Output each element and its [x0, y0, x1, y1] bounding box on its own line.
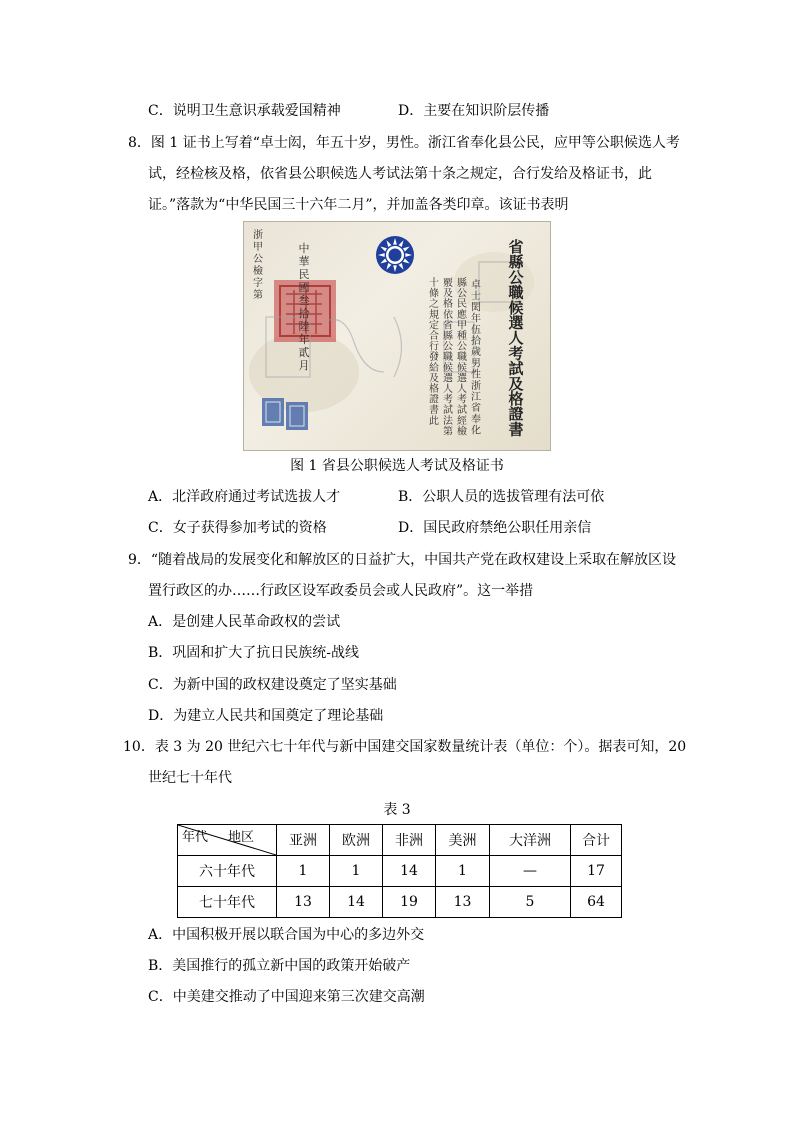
col-header: 大洋洲: [490, 825, 571, 856]
certificate-body-char: 規: [429, 309, 439, 321]
certificate-number-char: 公: [253, 254, 263, 265]
certificate-body-char: 民: [457, 299, 467, 311]
certificate-body-char: 檢: [457, 426, 467, 438]
certificate-body-char: 經: [457, 415, 467, 427]
table-cell: 13: [436, 887, 490, 918]
certificate-date-char: 中: [298, 242, 310, 255]
q8-option-a: A．北洋政府通过考试选拔人才: [148, 489, 341, 505]
q7-option-d: D．主要在知识阶层传播: [398, 103, 550, 119]
certificate-body-char: 覈: [443, 278, 453, 289]
certificate-body-char: 浙: [471, 380, 481, 392]
q9-option-a: A．是创建人民革命政权的尝试: [148, 614, 341, 630]
certificate-body-char: 定: [429, 320, 439, 332]
certificate-body-char: 第: [443, 426, 453, 438]
table-cell: 1: [330, 856, 383, 887]
table3: [177, 824, 622, 918]
certificate-date-char: 年: [298, 333, 310, 346]
certificate-body-char: 公: [443, 341, 453, 353]
q10-option-c: C．中美建交推动了中国迎来第三次建交高潮: [148, 989, 425, 1005]
table-row: [178, 856, 622, 887]
certificate-body-char: 公: [457, 288, 467, 300]
certificate-date-char: 陸: [298, 320, 310, 333]
certificate-number-char: 第: [253, 290, 263, 301]
certificate-body-char: 此: [429, 415, 439, 427]
q9-option-b: B．巩固和扩大了抗日民族统-战线: [148, 645, 360, 661]
certificate-body-char: 考: [457, 394, 467, 406]
certificate-body-char: 公: [457, 341, 467, 353]
certificate-date-char: 拾: [298, 307, 310, 320]
certificate-body-char: 證: [429, 394, 439, 406]
certificate-body-char: 候: [443, 362, 453, 374]
table-row: [178, 887, 622, 918]
certificate-title-char: 試: [508, 359, 524, 378]
q9-option-c: C．为新中国的政权建设奠定了坚实基础: [148, 677, 397, 693]
certificate-body-char: 考: [443, 394, 453, 406]
certificate-body-char: 江: [471, 392, 481, 403]
certificate-title-char: 考: [508, 344, 524, 363]
certificate-body-char: 縣: [457, 278, 467, 289]
certificate-title-char: 職: [508, 283, 524, 302]
table-cell: 1: [277, 856, 330, 887]
certificate-title-char: 格: [508, 390, 524, 408]
certificate-body-char: 候: [457, 362, 467, 374]
certificate-body-char: 人: [457, 384, 467, 395]
national-emblem-icon: [376, 236, 414, 274]
q8-stem-line1: 8．图 1 证书上写着“卓士闳，年五十岁，男性。浙江省奉化县公民，应甲等公职候选人考: [128, 135, 680, 151]
certificate-body-char: 格: [429, 384, 439, 395]
table-cell: 14: [330, 887, 383, 918]
certificate-body-char: 省: [471, 403, 481, 415]
col-header: 非洲: [383, 825, 436, 856]
table-cell: 14: [383, 856, 436, 887]
certificate-title-char: 公: [508, 268, 524, 287]
q7-option-c: C．说明卫生意识承载爱国精神: [148, 103, 341, 119]
certificate-body-char: 士: [471, 291, 481, 303]
corner-label-era: 年代: [182, 830, 209, 845]
certificate-body-char: 甲: [457, 320, 467, 332]
certificate-title-char: 縣: [508, 253, 524, 272]
certificate-body-char: 應: [457, 309, 467, 321]
certificate-body-char: 人: [443, 384, 453, 395]
table-cell: 13: [277, 887, 330, 918]
certificate-body-char: 行: [429, 341, 439, 353]
certificate-number-char: 浙: [253, 230, 263, 241]
certificate-body-char: 之: [429, 299, 439, 311]
certificate-body-char: 奉: [471, 414, 481, 426]
table3-title: 表 3: [383, 802, 411, 818]
q9-option-d: D．为建立人民共和国奠定了理论基础: [148, 708, 384, 724]
certificate-title-char: 選: [508, 314, 524, 332]
q8-stem-line2: 试，经检核及格，依省县公职候选人考试法第十条之规定，合行发给及格证书，此: [148, 166, 652, 182]
certificate-body-char: 職: [457, 352, 467, 364]
certificate-body-char: 拾: [471, 336, 481, 347]
certificate-body-char: 依: [443, 309, 453, 321]
certificate-number-char: 檢: [253, 266, 263, 277]
q10-option-a: A．中国积极开展以联合国为中心的多边外交: [148, 927, 425, 943]
certificate-body-char: 性: [471, 369, 481, 381]
certificate-title-char: 人: [508, 329, 524, 348]
certificate-date-char: 華: [298, 255, 310, 268]
certificate-title-char: 及: [508, 374, 524, 393]
certificate-number-char: 甲: [253, 242, 263, 253]
q10-stem-line1: 10．表 3 为 20 世纪六七十年代与新中国建交国家数量统计表（单位：个）。据表可知，20: [123, 739, 687, 755]
table-cell: 17: [571, 856, 622, 887]
certificate-body-char: 閎: [471, 302, 481, 314]
certificate-body-char: 選: [443, 373, 453, 385]
col-header: 亚洲: [277, 825, 330, 856]
col-header: 合计: [571, 825, 622, 856]
table-cell: 5: [490, 887, 571, 918]
table-cell: 64: [571, 887, 622, 918]
certificate-body-char: 十: [429, 278, 439, 289]
certificate-title-char: 證: [508, 405, 524, 424]
col-header: 欧洲: [330, 825, 383, 856]
certificate-body-char: 化: [471, 425, 481, 437]
q8-option-b: B．公职人员的选拔管理有法可依: [398, 489, 605, 505]
certificate-date-char: 叁: [298, 294, 310, 307]
table-corner-cell: [178, 825, 277, 856]
row-label: 六十年代: [178, 856, 277, 887]
certificate-body-char: 及: [443, 288, 453, 300]
certificate-body-char: 發: [429, 352, 439, 364]
certificate-body-char: 給: [429, 362, 439, 374]
q9-stem-line1: 9．“随着战局的发展变化和解放区的日益扩大，中国共产党在政权建设上采取在解放区设: [128, 552, 677, 568]
q10-stem-line2: 世纪七十年代: [148, 770, 232, 786]
certificate-body-char: 合: [429, 331, 439, 342]
corner-label-region: 地区: [228, 830, 255, 845]
certificate-body-char: 法: [443, 415, 453, 427]
col-header: 美洲: [436, 825, 490, 856]
certificate-date-char: 國: [298, 281, 310, 294]
certificate-body-char: 試: [457, 405, 467, 417]
certificate-number-char: 字: [253, 278, 263, 289]
q8-option-d: D．国民政府禁绝公职任用亲信: [398, 520, 592, 536]
q8-option-c: C．女子获得参加考试的资格: [148, 520, 327, 536]
table-cell: —: [490, 856, 571, 887]
certificate-body-char: 男: [471, 358, 481, 370]
certificate-body-char: 種: [457, 331, 467, 342]
certificate-date-char: 貳: [298, 346, 310, 359]
certificate-body-char: 縣: [443, 331, 453, 342]
certificate-body-char: 卓: [471, 280, 481, 291]
certificate-title-char: 候: [508, 298, 524, 317]
certificate-image: [244, 222, 550, 450]
certificate-body-char: 格: [443, 299, 453, 311]
certificate-body-char: 條: [429, 288, 439, 300]
certificate-title-char: 書: [508, 420, 524, 439]
certificate-body-char: 歲: [471, 347, 481, 359]
q9-stem-line2: 置行政区的办……行政区设军政委员会或人民政府”。这一举措: [148, 583, 534, 599]
q10-option-b: B．美国推行的孤立新中国的政策开始破产: [148, 958, 411, 974]
certificate-body-char: 試: [443, 405, 453, 417]
certificate-date-char: 民: [298, 268, 310, 281]
table-header-row: [178, 825, 622, 856]
certificate-body-char: 選: [457, 373, 467, 385]
table-cell: 19: [383, 887, 436, 918]
certificate-body-char: 年: [471, 313, 481, 325]
certificate-body-char: 及: [429, 373, 439, 385]
certificate-body-char: 伍: [471, 324, 481, 336]
certificate-body-char: 省: [443, 320, 453, 332]
figure1-caption: 图 1 省县公职候选人考试及格证书: [290, 458, 504, 474]
certificate-title-char: 省: [508, 238, 524, 256]
table-cell: 1: [436, 856, 490, 887]
certificate-body-char: 書: [429, 405, 439, 417]
certificate-figure: [243, 221, 551, 451]
certificate-date-char: 月: [298, 359, 310, 372]
row-label: 七十年代: [178, 887, 277, 918]
certificate-body-char: 職: [443, 352, 453, 364]
q8-stem-line3: 证。”落款为“中华民国三十六年二月”，并加盖各类印章。该证书表明: [148, 197, 569, 213]
